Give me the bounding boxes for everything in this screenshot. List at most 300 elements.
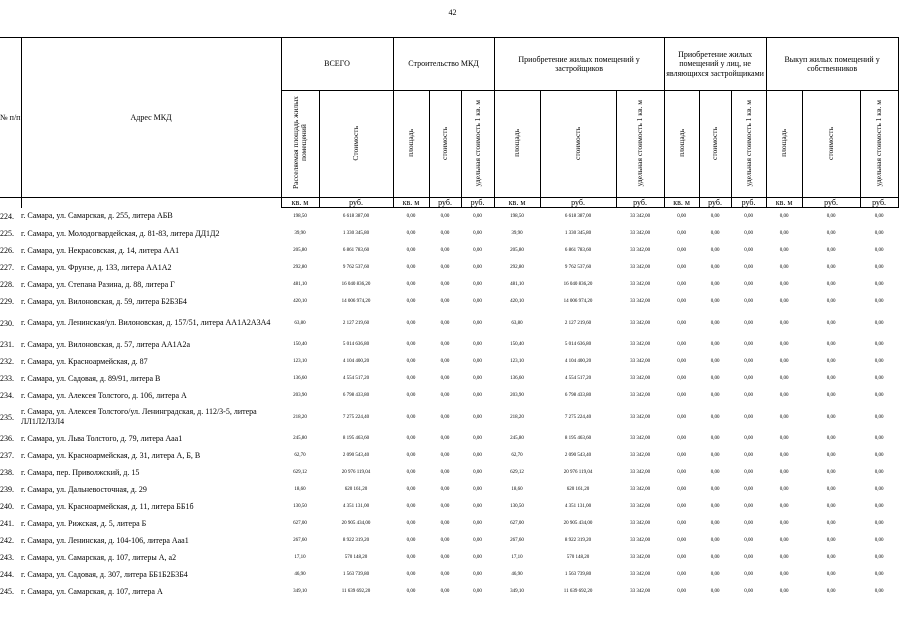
other-unit-cost: 0,00: [744, 248, 753, 254]
area-cell: 150,40: [293, 342, 307, 348]
buyout-area: 0,00: [779, 376, 789, 382]
other-area: 0,00: [677, 555, 686, 561]
unit-label: руб.: [731, 198, 766, 208]
buyout-cost: 0,00: [826, 393, 836, 399]
buyout-cost: 0,00: [826, 555, 836, 561]
construction-cost: 0,00: [440, 504, 450, 510]
row-number: 235.: [0, 412, 14, 422]
other-unit-cost: 0,00: [744, 265, 753, 271]
buyout-unit-cost: 0,00: [874, 589, 884, 595]
other-area: 0,00: [677, 265, 686, 271]
construction-unit-cost: 0,00: [473, 265, 482, 271]
table-row: [0, 370, 898, 387]
other-unit-cost: 0,00: [744, 487, 753, 493]
table-row: [0, 481, 898, 498]
developer-cost: 8 922 319,20: [564, 538, 592, 544]
address-cell: г. Самара, ул. Самарская, д. 255, литера АБВ: [21, 211, 173, 221]
developer-cost: 4 104 400,20: [564, 359, 592, 365]
table-row: [0, 464, 898, 481]
developer-cost: 9 762 537,60: [564, 265, 592, 271]
other-area: 0,00: [677, 282, 686, 288]
construction-cost: 0,00: [440, 470, 450, 476]
area-cell: 218,20: [293, 414, 307, 420]
unit-label: руб.: [616, 198, 664, 208]
construction-unit-cost: 0,00: [473, 470, 482, 476]
buyout-cost: 0,00: [826, 453, 836, 459]
cost-cell: 20 905 434,00: [341, 521, 371, 527]
area-cell: 292,80: [293, 265, 307, 271]
other-cost: 0,00: [710, 359, 720, 365]
address-cell: г. Самара, ул. Самарская, д. 107, литеры А, а2: [21, 552, 177, 562]
area-cell: 39,90: [294, 231, 306, 237]
other-area: 0,00: [677, 414, 686, 420]
buyout-unit-cost: 0,00: [874, 393, 884, 399]
address-cell: г. Самара, ул. Льва Толстого, д. 79, литера Ааа1: [21, 433, 183, 443]
construction-area: 0,00: [406, 282, 416, 288]
buyout-cost: 0,00: [826, 538, 836, 544]
area-cell: 198,50: [293, 214, 307, 220]
developer-area: 123,10: [510, 359, 524, 365]
buyout-cost: 0,00: [826, 299, 836, 305]
other-area: 0,00: [677, 376, 686, 382]
developer-area: 136,60: [510, 376, 524, 382]
unit-label: руб.: [699, 198, 731, 208]
cost-cell: 20 976 119,04: [341, 470, 371, 476]
subheader-area: площадь: [676, 129, 686, 157]
row-number: 233.: [0, 374, 14, 384]
buyout-unit-cost: 0,00: [874, 572, 884, 578]
developer-cost: 2 127 219,60: [564, 320, 592, 326]
unit-label: руб.: [461, 198, 494, 208]
cost-cell: 620 161,20: [344, 487, 368, 493]
table-row: [0, 583, 898, 600]
area-cell: 63,80: [294, 320, 306, 326]
address-cell: г. Самара, ул. Некрасовская, д. 14, литера АА1: [21, 245, 180, 255]
other-unit-cost: 0,00: [744, 393, 753, 399]
other-area: 0,00: [677, 248, 686, 254]
unit-label: кв. м: [664, 198, 699, 208]
buyout-cost: 0,00: [826, 487, 836, 493]
construction-unit-cost: 0,00: [473, 538, 482, 544]
buyout-cost: 0,00: [826, 572, 836, 578]
area-cell: 629,12: [293, 470, 307, 476]
subheader-unit-cost: удельная стоимость 1 кв. м: [472, 99, 482, 187]
construction-unit-cost: 0,00: [473, 414, 482, 420]
table-row: [0, 515, 898, 532]
area-cell: 481,10: [293, 282, 307, 288]
construction-cost: 0,00: [440, 555, 450, 561]
cost-cell: 6 618 387,00: [342, 214, 370, 220]
developer-area: 627,00: [510, 521, 524, 527]
buyout-area: 0,00: [779, 504, 789, 510]
construction-area: 0,00: [406, 376, 416, 382]
other-area: 0,00: [677, 393, 686, 399]
area-cell: 130,50: [293, 504, 307, 510]
buyout-unit-cost: 0,00: [874, 299, 884, 305]
cost-cell: 4 351 131,00: [342, 504, 370, 510]
construction-cost: 0,00: [440, 521, 450, 527]
address-cell: г. Самара, пер. Приволжский, д. 15: [21, 467, 140, 477]
buyout-cost: 0,00: [826, 504, 836, 510]
other-cost: 0,00: [710, 453, 720, 459]
buyout-unit-cost: 0,00: [874, 342, 884, 348]
header-buyout: Выкуп жилых помещений у собственников: [766, 38, 898, 91]
other-unit-cost: 0,00: [744, 320, 753, 326]
developer-area: 18,60: [511, 487, 523, 493]
buyout-cost: 0,00: [826, 414, 836, 420]
buyout-area: 0,00: [779, 538, 789, 544]
area-cell: 123,10: [293, 359, 307, 365]
construction-area: 0,00: [406, 214, 416, 220]
table-row: [0, 498, 898, 515]
address-cell: г. Самара, ул. Ленинская, д. 104-106, литера Ааа1: [21, 535, 189, 545]
construction-area: 0,00: [406, 487, 416, 493]
header-address: Адрес МКД: [21, 38, 281, 198]
developer-unit-cost: 33 342,00: [630, 376, 651, 382]
other-unit-cost: 0,00: [744, 453, 753, 459]
address-cell: г. Самара, ул. Красноармейская, д. 31, литера А, Б, В: [21, 450, 201, 460]
area-cell: 62,70: [294, 453, 306, 459]
buyout-unit-cost: 0,00: [874, 453, 884, 459]
construction-cost: 0,00: [440, 589, 450, 595]
developer-cost: 570 148,20: [566, 555, 590, 561]
construction-cost: 0,00: [440, 214, 450, 220]
developer-cost: 7 275 224,40: [564, 414, 592, 420]
other-cost: 0,00: [710, 320, 720, 326]
construction-cost: 0,00: [440, 299, 450, 305]
other-area: 0,00: [677, 487, 686, 493]
developer-area: 205,80: [510, 248, 524, 254]
developer-unit-cost: 33 342,00: [630, 504, 651, 510]
construction-area: 0,00: [406, 453, 416, 459]
construction-cost: 0,00: [440, 342, 450, 348]
table-row: [0, 549, 898, 566]
table-row: [0, 276, 898, 293]
buyout-unit-cost: 0,00: [874, 487, 884, 493]
buyout-cost: 0,00: [826, 436, 836, 442]
buyout-area: 0,00: [779, 248, 789, 254]
buyout-cost: 0,00: [826, 214, 836, 220]
buyout-cost: 0,00: [826, 521, 836, 527]
construction-unit-cost: 0,00: [473, 555, 482, 561]
developer-unit-cost: 33 342,00: [630, 436, 651, 442]
other-area: 0,00: [677, 572, 686, 578]
developer-unit-cost: 33 342,00: [630, 248, 651, 254]
developer-area: 46,90: [511, 572, 523, 578]
construction-cost: 0,00: [440, 231, 450, 237]
buyout-area: 0,00: [779, 487, 789, 493]
row-number: 242.: [0, 536, 14, 546]
row-number: 232.: [0, 357, 14, 367]
buyout-cost: 0,00: [826, 376, 836, 382]
row-number: 225.: [0, 229, 14, 239]
construction-unit-cost: 0,00: [473, 376, 482, 382]
row-number: 224.: [0, 211, 14, 221]
other-area: 0,00: [677, 214, 686, 220]
cost-cell: 2 090 543,40: [342, 453, 370, 459]
row-number: 243.: [0, 553, 14, 563]
other-cost: 0,00: [710, 436, 720, 442]
buyout-unit-cost: 0,00: [874, 555, 884, 561]
developer-area: 150,40: [510, 342, 524, 348]
other-area: 0,00: [677, 504, 686, 510]
other-unit-cost: 0,00: [744, 504, 753, 510]
area-cell: 205,80: [293, 248, 307, 254]
developer-unit-cost: 33 342,00: [630, 265, 651, 271]
buyout-area: 0,00: [779, 589, 789, 595]
row-number: 241.: [0, 519, 14, 529]
other-cost: 0,00: [710, 470, 720, 476]
buyout-area: 0,00: [779, 470, 789, 476]
area-cell: 245,80: [293, 436, 307, 442]
construction-area: 0,00: [406, 265, 416, 271]
subheader-area: площадь: [512, 129, 522, 157]
buyout-cost: 0,00: [826, 589, 836, 595]
other-cost: 0,00: [710, 342, 720, 348]
buyout-unit-cost: 0,00: [874, 521, 884, 527]
buyout-area: 0,00: [779, 393, 789, 399]
buyout-unit-cost: 0,00: [874, 320, 884, 326]
other-area: 0,00: [677, 538, 686, 544]
construction-unit-cost: 0,00: [473, 521, 482, 527]
unit-label: кв. м: [281, 198, 319, 208]
cost-cell: 9 762 537,60: [342, 265, 370, 271]
other-unit-cost: 0,00: [744, 231, 753, 237]
other-cost: 0,00: [710, 538, 720, 544]
developer-cost: 6 798 433,80: [564, 393, 592, 399]
other-unit-cost: 0,00: [744, 555, 753, 561]
header-acq-developers: Приобретение жилых помещений у застройщиков: [494, 38, 664, 91]
other-unit-cost: 0,00: [744, 436, 753, 442]
cost-cell: 2 127 219,60: [342, 320, 370, 326]
cost-cell: 11 639 692,20: [341, 589, 371, 595]
address-cell: г. Самара, ул. Вилоновская, д. 57, литера АА1А2а: [21, 339, 191, 349]
unit-label: руб.: [540, 198, 616, 208]
construction-area: 0,00: [406, 589, 416, 595]
buyout-area: 0,00: [779, 414, 789, 420]
developer-unit-cost: 33 342,00: [630, 555, 651, 561]
area-cell: 46,90: [294, 572, 306, 578]
cost-cell: 6 861 783,60: [342, 248, 370, 254]
address-cell: г. Самара, ул. Рижская, д. 5, литера Б: [21, 518, 147, 528]
construction-unit-cost: 0,00: [473, 299, 482, 305]
buyout-unit-cost: 0,00: [874, 248, 884, 254]
relocation-table: [0, 37, 899, 600]
unit-label: кв. м: [393, 198, 429, 208]
address-cell: г. Самара, ул. Ленинская/ул. Вилоновская, д. 157/51, литера АА1А2А3А4: [21, 318, 271, 328]
developer-area: 203,90: [510, 393, 524, 399]
subheader-cost: стоимость: [440, 126, 450, 160]
other-cost: 0,00: [710, 265, 720, 271]
developer-cost: 2 090 543,40: [564, 453, 592, 459]
area-cell: 203,90: [293, 393, 307, 399]
developer-unit-cost: 33 342,00: [630, 342, 651, 348]
buyout-unit-cost: 0,00: [874, 359, 884, 365]
developer-area: 62,70: [511, 453, 523, 459]
construction-unit-cost: 0,00: [473, 248, 482, 254]
developer-area: 245,80: [510, 436, 524, 442]
construction-cost: 0,00: [440, 487, 450, 493]
other-area: 0,00: [677, 359, 686, 365]
developer-cost: 620 161,20: [566, 487, 590, 493]
construction-area: 0,00: [406, 521, 416, 527]
developer-cost: 1 330 345,80: [564, 231, 592, 237]
other-unit-cost: 0,00: [744, 521, 753, 527]
construction-unit-cost: 0,00: [473, 342, 482, 348]
table-row: [0, 353, 898, 370]
area-cell: 420,10: [293, 299, 307, 305]
developer-area: 63,80: [511, 320, 523, 326]
other-cost: 0,00: [710, 231, 720, 237]
developer-area: 349,10: [510, 589, 524, 595]
unit-label: кв. м: [494, 198, 540, 208]
table-row: [0, 336, 898, 353]
developer-unit-cost: 33 342,00: [630, 470, 651, 476]
other-unit-cost: 0,00: [744, 282, 753, 288]
other-unit-cost: 0,00: [744, 589, 753, 595]
cost-cell: 5 014 636,80: [342, 342, 370, 348]
buyout-unit-cost: 0,00: [874, 282, 884, 288]
subheader-cost: стоимость: [826, 126, 836, 160]
buyout-area: 0,00: [779, 342, 789, 348]
buyout-area: 0,00: [779, 521, 789, 527]
table-row: [0, 225, 898, 242]
other-unit-cost: 0,00: [744, 359, 753, 365]
subheader-unit-cost: удельная стоимость 1 кв. м: [635, 99, 645, 187]
developer-unit-cost: 33 342,00: [630, 282, 651, 288]
developer-unit-cost: 33 342,00: [630, 487, 651, 493]
other-cost: 0,00: [710, 376, 720, 382]
header-construction: Строительство МКД: [393, 38, 494, 91]
other-area: 0,00: [677, 589, 686, 595]
buyout-cost: 0,00: [826, 342, 836, 348]
developer-unit-cost: 33 342,00: [630, 393, 651, 399]
buyout-unit-cost: 0,00: [874, 436, 884, 442]
developer-cost: 20 905 434,00: [563, 521, 593, 527]
other-cost: 0,00: [710, 393, 720, 399]
other-unit-cost: 0,00: [744, 376, 753, 382]
developer-unit-cost: 33 342,00: [630, 521, 651, 527]
cost-cell: 8 922 319,20: [342, 538, 370, 544]
developer-unit-cost: 33 342,00: [630, 414, 651, 420]
table-row: [0, 293, 898, 310]
construction-area: 0,00: [406, 538, 416, 544]
other-area: 0,00: [677, 521, 686, 527]
area-cell: 136,60: [293, 376, 307, 382]
construction-unit-cost: 0,00: [473, 320, 482, 326]
cost-cell: 6 798 433,80: [342, 393, 370, 399]
subheader-cost: Стоимость: [351, 125, 361, 161]
construction-area: 0,00: [406, 555, 416, 561]
construction-area: 0,00: [406, 299, 416, 305]
other-unit-cost: 0,00: [744, 470, 753, 476]
construction-unit-cost: 0,00: [473, 282, 482, 288]
buyout-area: 0,00: [779, 555, 789, 561]
cost-cell: 1 563 739,80: [342, 572, 370, 578]
other-cost: 0,00: [710, 555, 720, 561]
developer-cost: 14 006 974,20: [563, 299, 593, 305]
other-unit-cost: 0,00: [744, 299, 753, 305]
developer-cost: 5 014 636,80: [564, 342, 592, 348]
developer-unit-cost: 33 342,00: [630, 359, 651, 365]
other-cost: 0,00: [710, 414, 720, 420]
other-area: 0,00: [677, 231, 686, 237]
unit-label: кв. м: [766, 198, 802, 208]
other-unit-cost: 0,00: [744, 214, 753, 220]
subheader-area: площадь: [406, 129, 416, 157]
subheader-unit-cost: удельная стоимость 1 кв. м: [743, 99, 753, 187]
other-unit-cost: 0,00: [744, 414, 753, 420]
construction-area: 0,00: [406, 320, 416, 326]
construction-area: 0,00: [406, 248, 416, 254]
buyout-cost: 0,00: [826, 320, 836, 326]
table-row: [0, 242, 898, 259]
row-number: 244.: [0, 570, 14, 580]
developer-area: 629,12: [510, 470, 524, 476]
header-total: ВСЕГО: [281, 38, 393, 91]
row-number: 227.: [0, 263, 14, 273]
address-cell: г. Самара, ул. Фрунзе, д. 133, литера АА1А2: [21, 262, 172, 272]
buyout-cost: 0,00: [826, 282, 836, 288]
construction-cost: 0,00: [440, 436, 450, 442]
developer-unit-cost: 33 342,00: [630, 453, 651, 459]
buyout-area: 0,00: [779, 214, 789, 220]
construction-unit-cost: 0,00: [473, 359, 482, 365]
developer-area: 130,50: [510, 504, 524, 510]
construction-unit-cost: 0,00: [473, 231, 482, 237]
developer-unit-cost: 33 342,00: [630, 589, 651, 595]
other-cost: 0,00: [710, 572, 720, 578]
construction-cost: 0,00: [440, 453, 450, 459]
buyout-area: 0,00: [779, 231, 789, 237]
other-cost: 0,00: [710, 521, 720, 527]
construction-cost: 0,00: [440, 414, 450, 420]
buyout-unit-cost: 0,00: [874, 538, 884, 544]
header-num: № п/п: [0, 38, 21, 198]
other-cost: 0,00: [710, 589, 720, 595]
construction-cost: 0,00: [440, 282, 450, 288]
table-row: [0, 387, 898, 404]
buyout-unit-cost: 0,00: [874, 504, 884, 510]
developer-cost: 8 195 463,60: [564, 436, 592, 442]
other-area: 0,00: [677, 342, 686, 348]
header-acq-others: Приобретение жилых помещений у лиц, не являющихся застройщиками: [664, 38, 766, 91]
address-cell: г. Самара, ул. Садовая, д. 307, литера ББ1Б2Б3Б4: [21, 569, 188, 579]
address-cell: г. Самара, ул. Красноармейская, д. 87: [21, 356, 148, 366]
developer-unit-cost: 33 342,00: [630, 538, 651, 544]
address-cell: г. Самара, ул. Молодогвардейская, д. 81-83, литера ДД1Д2: [21, 228, 220, 238]
buyout-area: 0,00: [779, 572, 789, 578]
row-number: 230.: [0, 318, 14, 328]
developer-cost: 6 861 783,60: [564, 248, 592, 254]
construction-unit-cost: 0,00: [473, 572, 482, 578]
row-number: 245.: [0, 587, 14, 597]
construction-unit-cost: 0,00: [473, 504, 482, 510]
buyout-cost: 0,00: [826, 359, 836, 365]
construction-area: 0,00: [406, 436, 416, 442]
table-row: [0, 447, 898, 464]
developer-unit-cost: 33 342,00: [630, 299, 651, 305]
buyout-area: 0,00: [779, 282, 789, 288]
buyout-cost: 0,00: [826, 248, 836, 254]
row-number: 239.: [0, 485, 14, 495]
row-number: 237.: [0, 451, 14, 461]
unit-label: руб.: [802, 198, 860, 208]
construction-unit-cost: 0,00: [473, 214, 482, 220]
buyout-area: 0,00: [779, 453, 789, 459]
address-cell: г. Самара, ул. Степана Разина, д. 88, литера Г: [21, 279, 175, 289]
construction-area: 0,00: [406, 359, 416, 365]
